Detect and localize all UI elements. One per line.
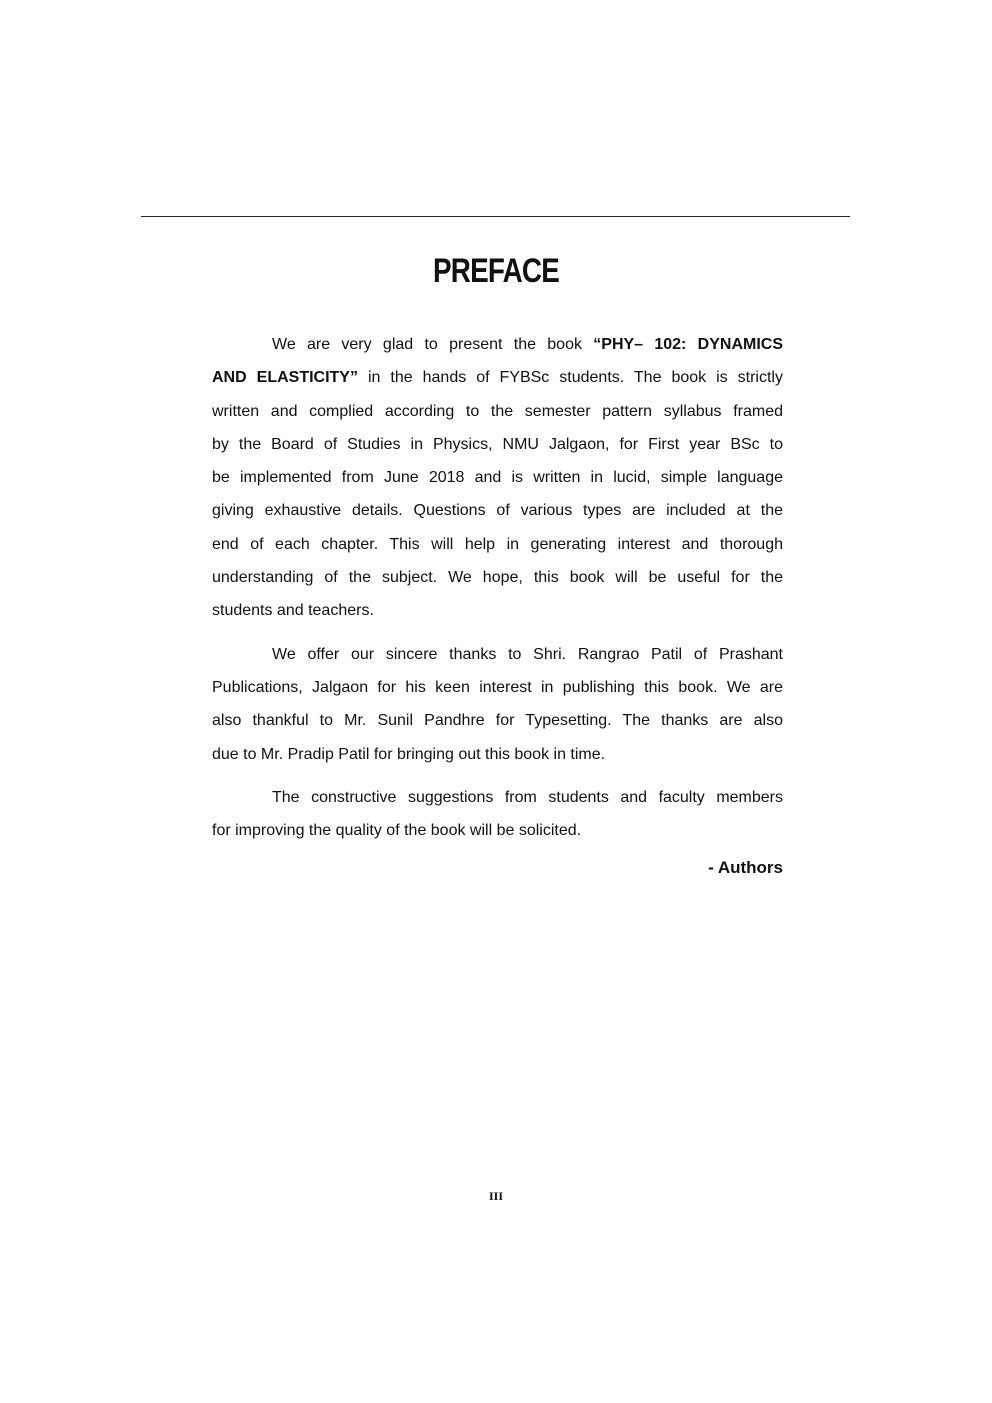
text-line [212,532,783,565]
text: The constructive suggestions from students and faculty members [272,788,783,806]
header-rule [141,216,850,217]
paragraph [212,642,783,775]
text: students and teachers. [212,602,374,620]
text-line [212,332,783,365]
text: We offer our sincere thanks to Shri. Rangrao Patil of Prashant [272,645,783,663]
text-line [212,565,783,598]
text: We are very glad to present the book [272,336,594,353]
paragraph [212,785,783,852]
text-line [212,498,783,531]
text: by the Board of Studies in Physics, NMU Jalgaon, for First year BSc to [212,435,783,453]
bold-text: AND ELASTICITY” [212,369,358,387]
text-line [212,785,783,818]
text: be implemented from June 2018 and is written in lucid, simple language [212,469,783,487]
text: due to Mr. Pradip Patil for bringing out this book in time. [212,745,606,763]
text-line [212,818,783,851]
text-line [212,708,783,741]
text: end of each chapter. This will help in generating interest and thorough [212,535,783,553]
text: for improving the quality of the book will be solicited. [212,822,582,840]
page-number: III [488,1189,503,1203]
preface-body [212,332,783,861]
text-line [212,675,783,708]
text: giving exhaustive details. Questions of various types are included at the [212,502,783,520]
bold-text: “PHY– 102: DYNAMICS [593,336,783,353]
text-line [212,432,783,465]
text: in the hands of FYBSc students. The book is strictly [357,369,783,387]
text-line [212,598,783,631]
text: Publications, Jalgaon for his keen interest in publishing this book. We are [212,678,783,696]
text-line [212,642,783,675]
text: understanding of the subject. We hope, this book will be useful for the [212,569,783,587]
text: also thankful to Mr. Sunil Pandhre for Typesetting. The thanks are also [212,712,783,730]
page-title: PREFACE [433,252,559,290]
text: written and complied according to the semester pattern syllabus framed [212,402,783,420]
text-line [212,399,783,432]
text-line [212,742,783,775]
signature: - Authors [708,858,783,877]
text-line [212,465,783,498]
paragraph [212,332,783,632]
text-line [212,365,783,398]
